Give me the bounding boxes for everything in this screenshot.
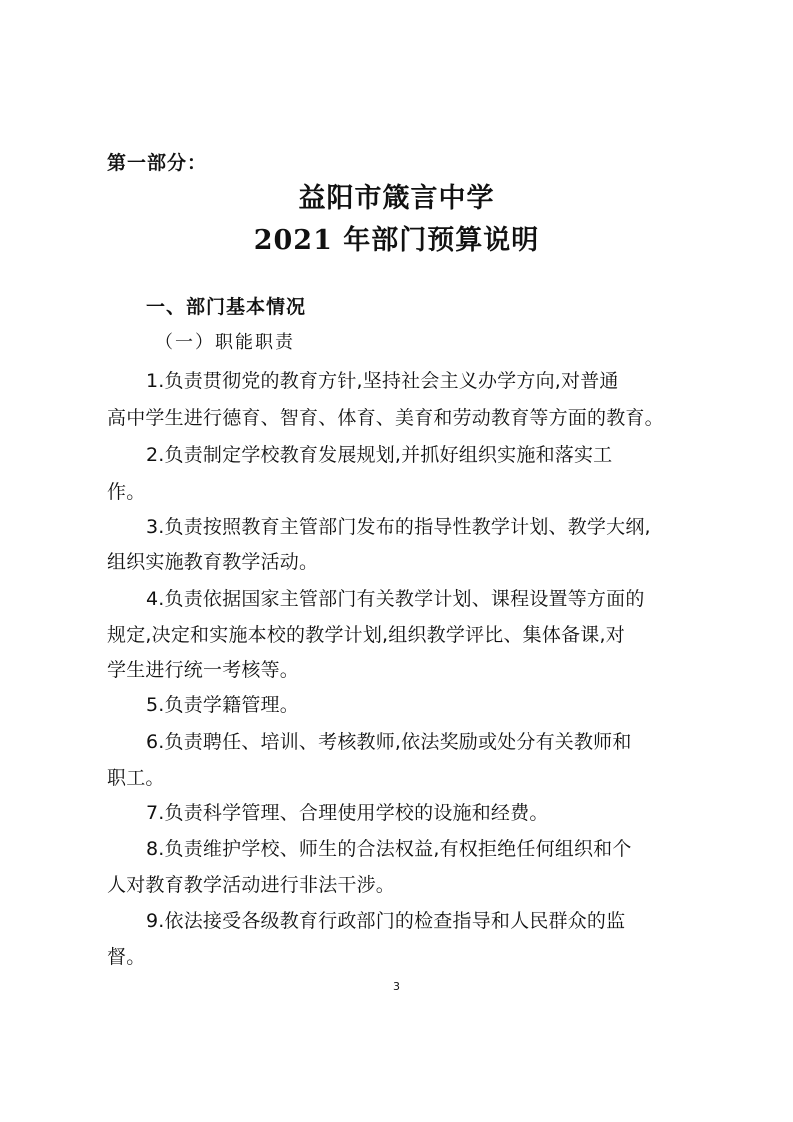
paragraph-line: 9.依法接受各级教育行政部门的检查指导和人民群众的监 (146, 910, 626, 932)
paragraph-line: 职工。 (107, 767, 165, 789)
paragraph-line: 7.负责科学管理、合理使用学校的设施和经费。 (146, 802, 549, 824)
paragraph-line: 6.负责聘任、培训、考核教师,依法奖励或处分有关教师和 (146, 731, 632, 753)
section-heading: 一、部门基本情况 (146, 296, 307, 318)
paragraph-line: 组织实施教育教学活动。 (107, 551, 319, 573)
paragraph-line: 2.负责制定学校教育发展规划,并抓好组织实施和落实工 (146, 444, 613, 466)
paragraph-line: 8.负责维护学校、师生的合法权益,有权拒绝任何组织和个 (146, 838, 632, 860)
paragraph-line: 1.负责贯彻党的教育方针,坚持社会主义办学方向,对普通 (146, 370, 619, 392)
paragraph-line: 作。 (107, 481, 146, 503)
paragraph-line: 人对教育教学活动进行非法干涉。 (107, 874, 396, 896)
paragraph-line: 5.负责学籍管理。 (146, 694, 299, 716)
page-number: 3 (393, 980, 400, 993)
part-label: 第一部分： (107, 152, 208, 174)
sub-heading: （一）职能职责 (155, 332, 295, 353)
paragraph-line: 规定,决定和实施本校的教学计划,组织教学评比、集体备课,对 (107, 624, 625, 646)
document-title-line-1: 益阳市箴言中学 (298, 183, 495, 214)
document-title-line-2: 2021 年部门预算说明 (253, 225, 540, 256)
paragraph-line: 高中学生进行德育、智育、体育、美育和劳动教育等方面的教育。 (107, 407, 664, 429)
paragraph-line: 督。 (107, 946, 146, 968)
paragraph-line: 4.负责依据国家主管部门有关教学计划、课程设置等方面的 (146, 588, 645, 610)
paragraph-line: 学生进行统一考核等。 (107, 659, 300, 681)
paragraph-line: 3.负责按照教育主管部门发布的指导性教学计划、教学大纲, (146, 516, 651, 538)
